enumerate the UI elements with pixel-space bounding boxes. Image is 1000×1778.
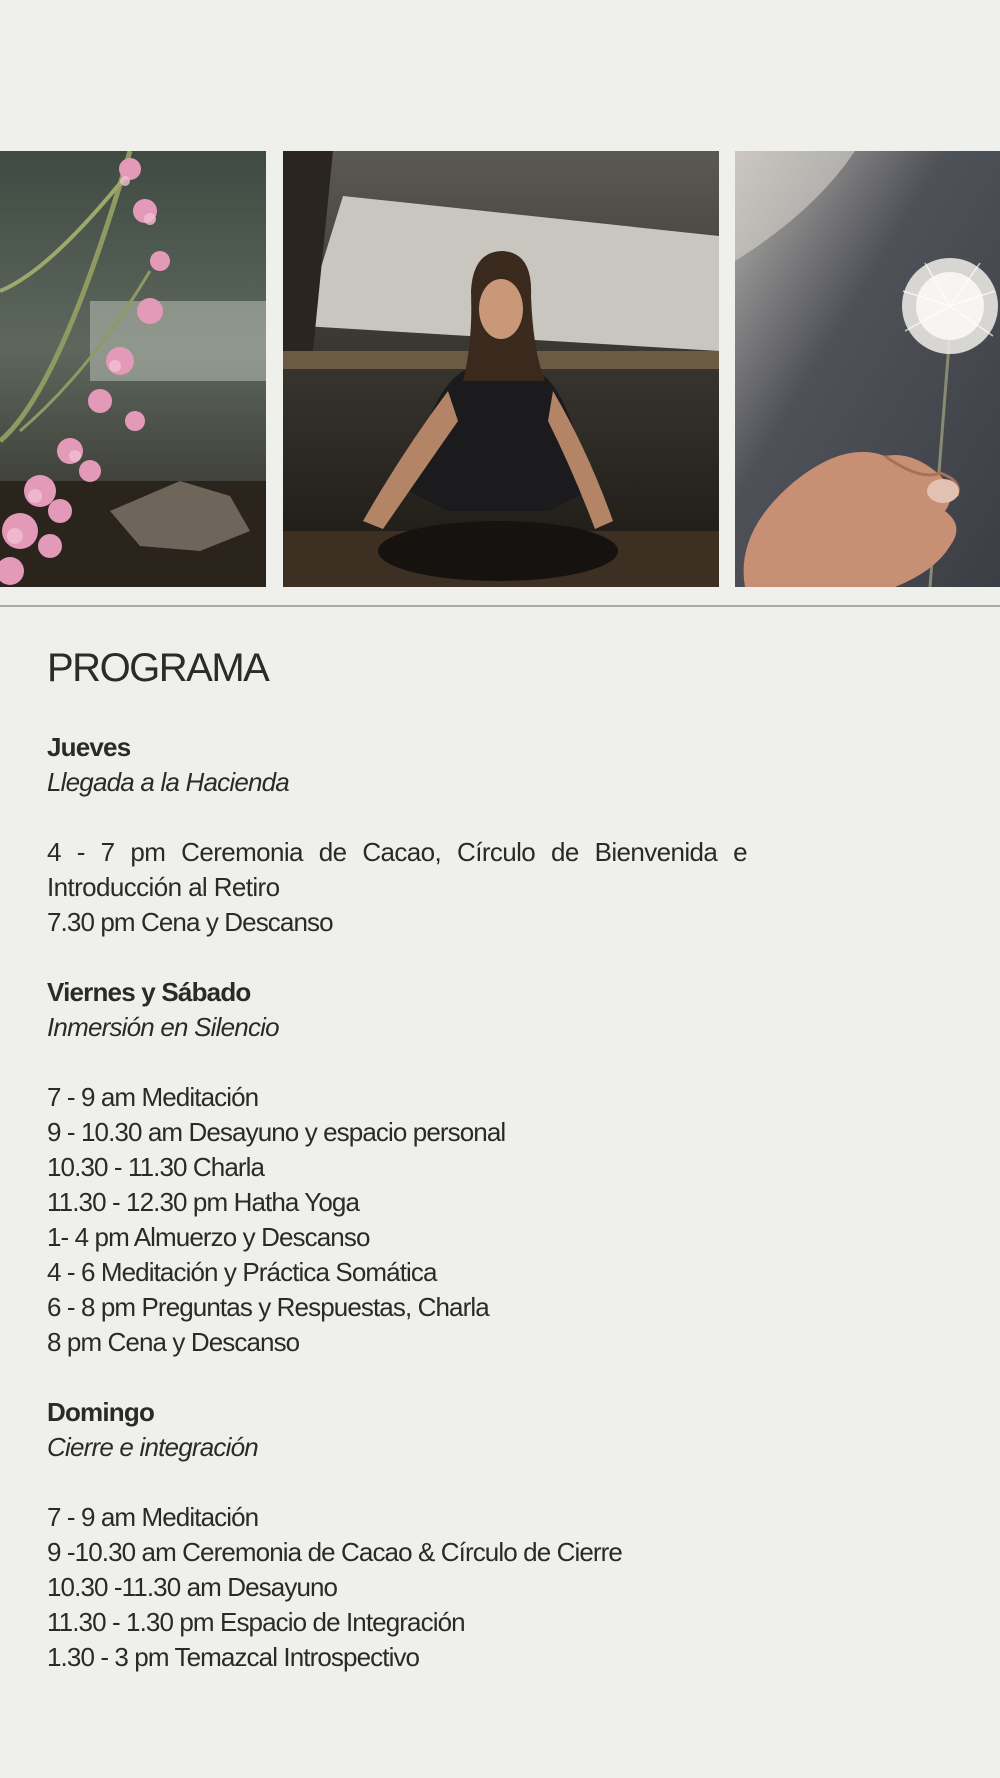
day-section-viernes-sabado (47, 975, 747, 1360)
schedule-item: 7 - 9 am Meditación (47, 1502, 259, 1532)
schedule-item: 6 - 8 pm Preguntas y Respuestas, Charla (47, 1292, 489, 1322)
schedule-item: 10.30 -11.30 am Desayuno (47, 1572, 338, 1602)
schedule-item: 11.30 - 12.30 pm Hatha Yoga (47, 1187, 360, 1217)
day-section-domingo (47, 1395, 747, 1675)
schedule-item: 1.30 - 3 pm Temazcal Introspectivo (47, 1642, 420, 1672)
schedule-item: 11.30 - 1.30 pm Espacio de Integración (47, 1607, 465, 1637)
schedule-item: 1- 4 pm Almuerzo y Descanso (47, 1222, 370, 1252)
day-subtitle: Cierre e integración (47, 1432, 258, 1462)
day-title: Domingo (47, 1397, 155, 1427)
page-title: PROGRAMA (47, 646, 269, 690)
meditating-woman-photo (283, 151, 719, 587)
schedule-item: 9 - 10.30 am Desayuno y espacio personal (47, 1117, 506, 1147)
schedule-item: 8 pm Cena y Descanso (47, 1327, 300, 1357)
schedule-item: 7.30 pm Cena y Descanso (47, 907, 333, 937)
day-title: Viernes y Sábado (47, 977, 251, 1007)
dandelion-hand-photo (735, 151, 1000, 587)
program-content (47, 640, 747, 1710)
photo-strip (0, 151, 1000, 587)
schedule-item: 7 - 9 am Meditación (47, 1082, 259, 1112)
day-title: Jueves (47, 732, 131, 762)
pink-flowers-photo (0, 151, 266, 587)
schedule-item: 10.30 - 11.30 Charla (47, 1152, 265, 1182)
schedule-item: 9 -10.30 am Ceremonia de Cacao & Círculo de Cierre (47, 1537, 622, 1567)
divider (0, 605, 1000, 607)
day-subtitle: Llegada a la Hacienda (47, 767, 289, 797)
schedule-item: 4 - 6 Meditación y Práctica Somática (47, 1257, 437, 1287)
day-subtitle: Inmersión en Silencio (47, 1012, 279, 1042)
day-section-jueves (47, 730, 747, 940)
schedule-item: 4 - 7 pm Ceremonia de Cacao, Círculo de Bienvenida e Introducción al Retiro (47, 837, 747, 902)
